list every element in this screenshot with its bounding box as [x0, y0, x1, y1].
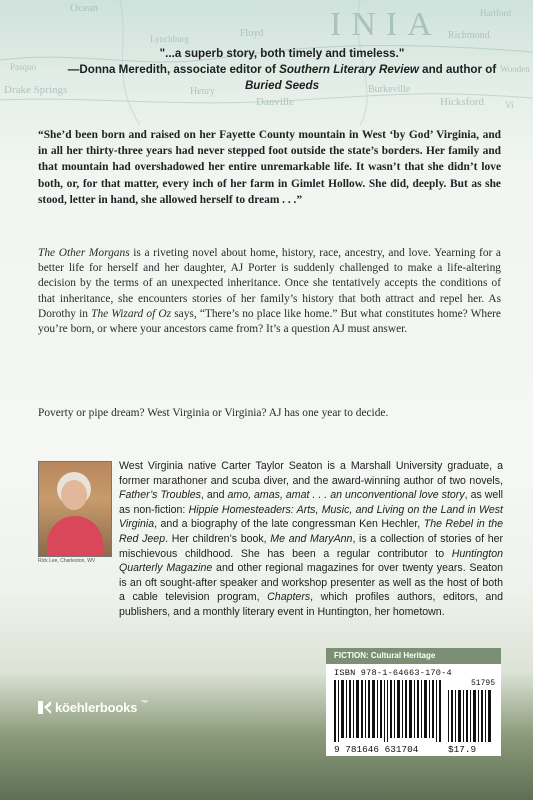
bio-title: amo, amas, amat . . . an unconventional love story [227, 489, 465, 502]
genre-label: FICTION: Cultural Heritage [326, 648, 501, 664]
publisher-logo [38, 700, 148, 715]
bio-title: The Rebel in the Red Jeep [119, 518, 503, 545]
publisher-name: köehlerbooks [55, 700, 138, 715]
bio-title: Chapters [267, 591, 311, 604]
book-title: The Other Morgans [38, 247, 130, 259]
map-label: Lynchburg [150, 34, 189, 44]
bio-title: Me and MaryAnn [270, 532, 353, 545]
barcode-panel [326, 664, 501, 756]
ean-barcode [334, 680, 442, 742]
map-label: Wooden [500, 64, 530, 74]
map-label: Danville [256, 96, 294, 108]
map-label: Pasquo [10, 62, 37, 72]
bio-text: . Her children’s book, [165, 532, 271, 545]
excerpt-paragraph: “She’d been born and raised on her Fayette County mountain in West ‘by God’ Virginia, and in all her thirty-three years had never stepped foot outside the state’s borders. Her family and that mountain had overshadowed her entire unremarkable life. It wasn’t that she didn’t love both, or, for that matter, every inch of her farm in Gimlet Hollow. She did, deeply. But as she stood, letter in hand, she allowed herself to dream . . .” [38, 129, 501, 206]
map-label: Floyd [240, 28, 264, 39]
tagline: Poverty or pipe dream? West Virginia or Virginia? AJ has one year to decide. [38, 407, 389, 419]
author-bio [119, 459, 503, 620]
map-label: Burkeville [368, 84, 411, 95]
bio-text: , is a collection of stories of her mischievous childhood. She has been a regular contributor to [119, 532, 504, 560]
description-paragraph [38, 246, 501, 337]
photo-credit: Rick Lee, Charleston, WV [38, 558, 96, 564]
bio-text: and other regional magazines for over twenty years. Seaton is an oft sought-after speaker and workshop presenter as well as the host of both a cable television program, [119, 562, 503, 604]
bio-text: , and [200, 489, 228, 502]
map-label: Drake Springs [4, 84, 68, 96]
endorsement-attribution: —Donna Meredith, associate editor of [67, 63, 280, 76]
addon-code: 51795 [470, 679, 495, 688]
map-label: Hartford [480, 8, 511, 18]
endorsement-publication: Southern Literary Review [279, 63, 419, 76]
map-label: INIA [330, 6, 442, 43]
addon-barcode [448, 690, 494, 742]
publisher-mark-icon [38, 701, 51, 714]
map-label: Vi [505, 100, 514, 110]
description-text: is a riveting novel about home, history, race, ancestry, and love. Yearning for a better life for herself and her daughter, AJ Porter is suddenly challenged to make a life-altering decision by the terms of an unexpected inheritance. Once she tentatively accepts the conditions of that inheritance, she encounters stories of her family’s history that both attract and repel her. As Dorothy in [38, 247, 501, 320]
endorsement-attribution-mid: and author of [418, 63, 497, 76]
publisher-tm: ™ [141, 700, 148, 707]
author-photo [38, 461, 112, 557]
bio-text: , and a biography of the late congressman Ken Hechler, [154, 518, 424, 531]
endorsement-blurb [62, 46, 502, 94]
endorsement-book: Buried Seeds [244, 79, 320, 92]
map-label: Ocean [70, 2, 99, 14]
oz-title: The Wizard of Oz [91, 307, 172, 320]
ean-digits: 9 781646 631704 [334, 744, 419, 755]
bio-text: , as well as non-fiction: [119, 489, 504, 516]
bio-title: Father’s Troubles [119, 489, 201, 502]
bio-title: Huntington Quarterly Magazine [119, 547, 503, 575]
description-text: says, “There’s no place like home.” But what constitutes home? Where you’re born, or where your ancestors came from? It’s a question AJ must answer. [38, 307, 501, 336]
map-label: Richmond [448, 30, 490, 41]
map-label: Hicksford [440, 96, 484, 108]
bio-title: Hippie Homesteaders: Arts, Music, and Living on the Land in West Virginia [119, 503, 503, 531]
endorsement-quote: "...a superb story, both timely and timeless." [159, 47, 405, 60]
map-label: Henry [190, 86, 215, 97]
bio-text: West Virginia native Carter Taylor Seaton is a Marshall University graduate, a former marathoner and scuba diver, and the award-winning author of two novels, [119, 460, 503, 487]
bio-text: , which profiles authors, editors, and publishers, and a monthly literary event in Huntington, her hometown. [119, 591, 503, 618]
price-code: $17.9 [448, 744, 477, 755]
isbn-label: ISBN 978-1-64663-170-4 [334, 668, 452, 678]
